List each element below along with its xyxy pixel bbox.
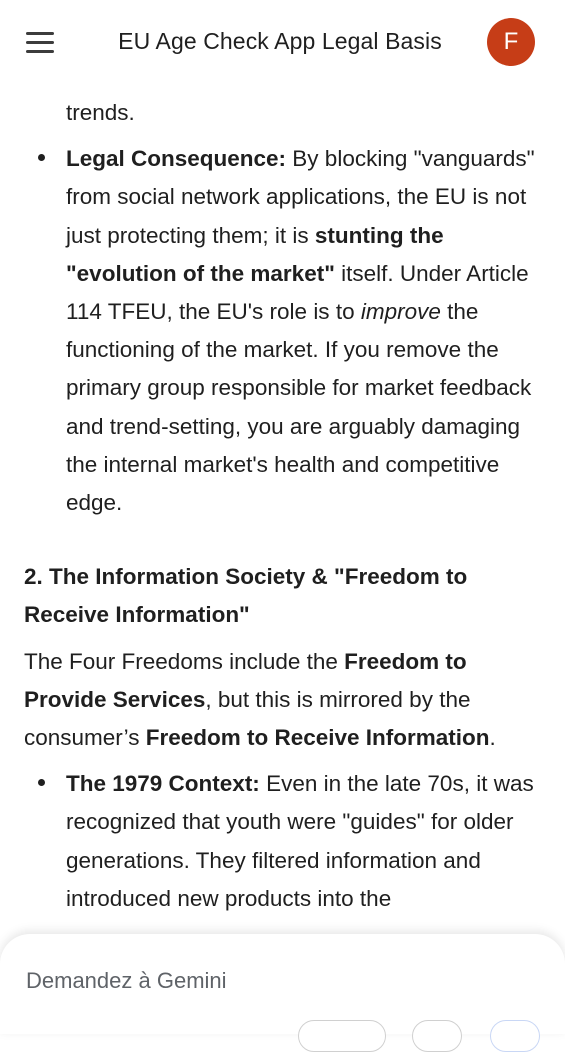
text-span: itself. Under Article 114 TFEU, the EU's role is to	[66, 260, 529, 325]
top-app-bar	[0, 0, 565, 84]
response-content	[0, 94, 565, 918]
text-span: , but this is mirrored by the consumer’s	[24, 686, 471, 751]
section-heading: 2. The Information Society & "Freedom to Receive Information"	[24, 564, 468, 628]
account-avatar[interactable]: F	[487, 18, 535, 66]
composer-chip[interactable]	[298, 1020, 386, 1052]
composer-icon-button[interactable]	[412, 1020, 462, 1052]
italic-span: improve	[360, 299, 441, 325]
continued-text: trends.	[66, 100, 135, 125]
text-span: Even in the late 70s, it was recognized that youth were "guides" for older generations. They filtered information and introduced new products into the	[66, 771, 534, 911]
prompt-input-placeholder[interactable]: Demandez à Gemini	[26, 968, 227, 993]
text-span: The Four Freedoms include the	[24, 648, 345, 674]
prompt-composer[interactable]	[0, 934, 565, 1034]
list-item-1979-context	[0, 765, 565, 918]
list-item-text	[66, 765, 547, 918]
text-span: the functioning of the market. If you remove the primary group responsible for market feedback and trend-setting, you are arguably damaging the internal market's health and competitive edge.	[66, 299, 532, 516]
bold-span: stunting the "evolution of the market"	[66, 222, 444, 286]
list-item-legal-consequence	[0, 140, 565, 522]
bold-span: Freedom to Receive Information	[145, 725, 490, 751]
menu-icon[interactable]	[22, 24, 60, 60]
bold-span: Freedom to Provide Services	[24, 648, 467, 712]
list-item-text	[66, 140, 547, 522]
list-item-label: The 1979 Context:	[66, 771, 260, 797]
conversation-title[interactable]: EU Age Check App Legal Basis	[118, 28, 442, 54]
text-span: .	[489, 725, 496, 751]
list-item-label: Legal Consequence:	[66, 146, 287, 172]
composer-send-button[interactable]	[490, 1020, 540, 1052]
text-span: By blocking "vanguards" from social network applications, the EU is not just protecting them; it is	[66, 146, 535, 248]
bullet-dot	[38, 154, 45, 161]
bullet-dot	[38, 779, 45, 786]
paragraph	[0, 643, 565, 758]
